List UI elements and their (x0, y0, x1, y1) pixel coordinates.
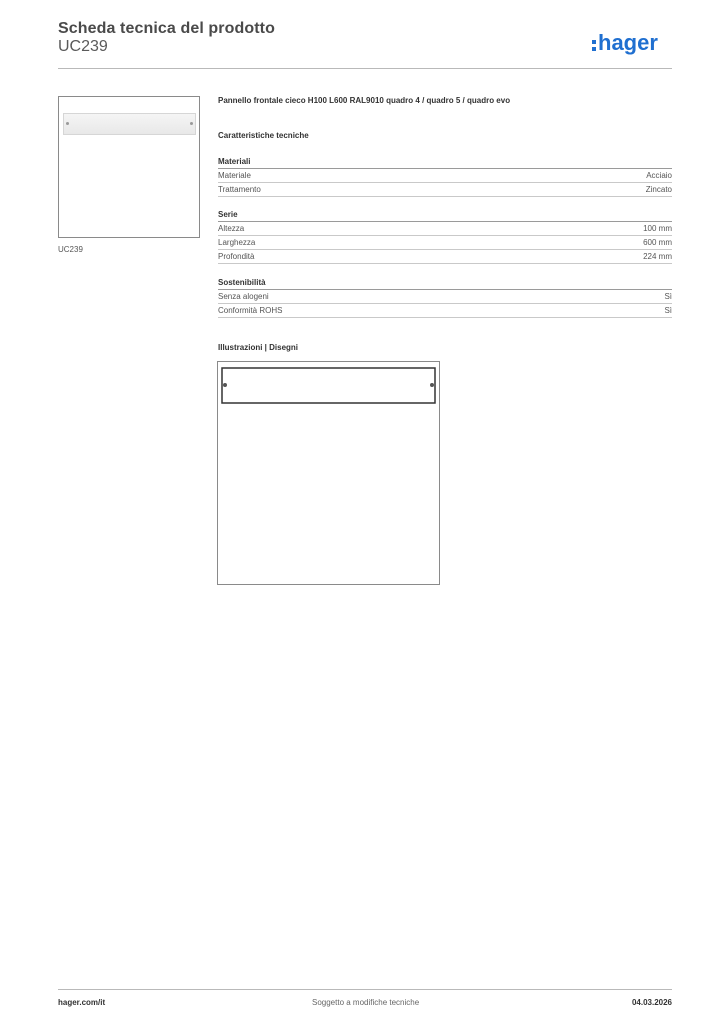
page-title: Scheda tecnica del prodotto (58, 20, 275, 37)
specs-title: Caratteristiche tecniche (218, 131, 309, 140)
spec-row (218, 290, 672, 304)
spec-row (218, 169, 672, 183)
hager-logo (590, 27, 674, 57)
spec-group-title: Sostenibilità (218, 277, 672, 290)
spec-label: Conformità ROHS (218, 306, 283, 315)
product-image (58, 96, 200, 238)
footer-date: 04.03.2026 (631, 998, 672, 1007)
image-caption: UC239 (58, 245, 83, 254)
spec-value: 224 mm (643, 252, 672, 261)
screw-dot (190, 122, 193, 125)
mount-hole (223, 383, 227, 387)
spec-value: 600 mm (643, 238, 672, 247)
spec-value: 100 mm (643, 224, 672, 233)
spec-row (218, 250, 672, 264)
spec-label: Senza alogeni (218, 292, 269, 301)
spec-label: Profondità (218, 252, 255, 261)
spec-value: Sì (664, 292, 672, 301)
header-divider (58, 68, 672, 69)
spec-value: Acciaio (646, 171, 672, 180)
logo-text: hager (598, 30, 658, 55)
illustrations-title: Illustrazioni | Disegni (218, 343, 299, 352)
footer-website: hager.com/it (58, 998, 106, 1007)
spec-group-series (218, 209, 672, 264)
mount-hole (430, 383, 434, 387)
product-code: UC239 (58, 38, 108, 55)
spec-row (218, 236, 672, 250)
spec-label: Trattamento (218, 185, 261, 194)
technical-drawing (217, 361, 440, 585)
spec-row (218, 183, 672, 197)
spec-group-title: Serie (218, 209, 672, 222)
spec-group-title: Materiali (218, 156, 672, 169)
spec-value: Sì (664, 306, 672, 315)
drawing-svg (218, 362, 439, 584)
panel-illustration (63, 113, 196, 135)
spec-label: Altezza (218, 224, 245, 233)
footer-divider (58, 989, 672, 990)
spec-row (218, 304, 672, 318)
panel-outline (222, 368, 435, 403)
spec-group-materials (218, 156, 672, 197)
product-description: Pannello frontale cieco H100 L600 RAL9010 quadro 4 / quadro 5 / quadro evo (218, 96, 511, 105)
spec-label: Larghezza (218, 238, 256, 247)
spec-row (218, 222, 672, 236)
spec-value: Zincato (645, 185, 672, 194)
spec-group-sustainability (218, 277, 672, 318)
spec-label: Materiale (218, 171, 251, 180)
screw-dot (66, 122, 69, 125)
footer-note: Soggetto a modifiche tecniche (312, 998, 420, 1007)
